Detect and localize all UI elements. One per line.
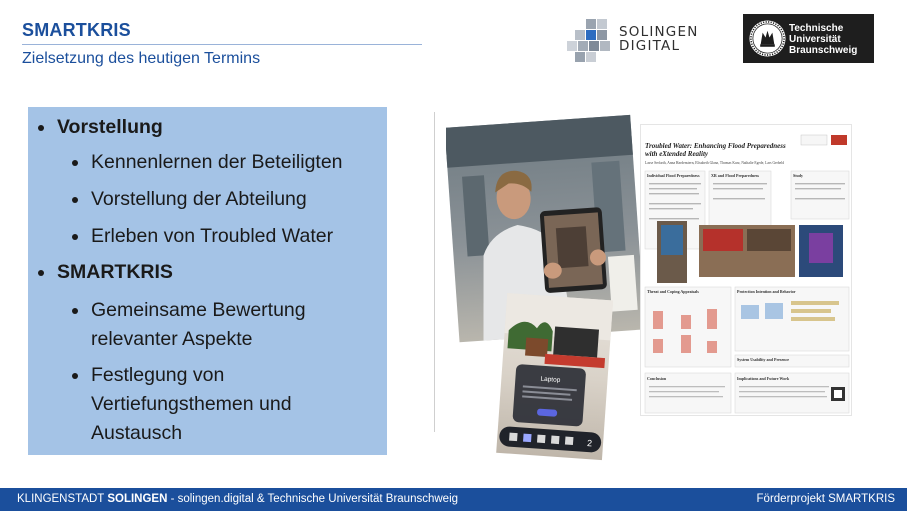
- footer-right-text: Förderprojekt SMARTKRIS: [756, 493, 895, 505]
- poster-section-heading: XR and Flood Preparedness: [711, 173, 759, 178]
- tu-braunschweig-logo: [743, 14, 874, 63]
- tablet-user-photo: [446, 111, 646, 463]
- bullet-icon: [72, 373, 78, 379]
- footer-left-text: KLINGENSTADT SOLINGEN - solingen.digital & Technische Universität Braunschweig: [17, 493, 459, 505]
- solingen-digital-wordmark: SOLINGEN DIGITAL: [619, 24, 699, 54]
- poster-title: Troubled Water: Enhancing Flood Preparedness: [645, 142, 786, 150]
- bullet-icon: [38, 270, 44, 276]
- solingen-digital-grid-icon: [567, 17, 615, 65]
- bullet-icon: [38, 125, 44, 131]
- slide-title: SMARTKRIS: [22, 20, 131, 40]
- poster-section-heading: Threat and Coping Appraisals: [647, 289, 699, 294]
- bullet-icon: [72, 234, 78, 240]
- poster-title-line2: with eXtended Reality: [645, 150, 708, 158]
- poster-section-heading: System Usability and Presence: [737, 357, 790, 362]
- title-divider: [22, 44, 422, 45]
- poster-section-heading: Individual Flood Preparedness: [647, 173, 700, 178]
- solingen-digital-logo: [567, 17, 727, 65]
- slide-subtitle: Zielsetzung des heutigen Termins: [22, 50, 261, 67]
- ar-panel-label: Laptop: [540, 375, 561, 385]
- agenda-box: Vorstellung Kennenlernen der Beteiligten Vorstellung der Abteilung Erleben von Troubled Water SMARTKRIS Gemeinsame Bewertung relevanter Aspekte Festlegung von Vertiefungsthemen und Austausch: [28, 107, 387, 455]
- poster-section-heading: Study: [793, 173, 804, 178]
- tu-braunschweig-wordmark: Technische Universität Braunschweig: [789, 23, 858, 56]
- footer-bar: [0, 488, 907, 511]
- poster-authors: Lasse Serfarth, Anna Hardenstern, Elisabeth Glanz, Thomas Kurz, Nathalie Egede, Lars Gerbeld: [645, 161, 785, 165]
- ar-counter: 2: [586, 438, 593, 449]
- poster-section-heading: Protection Intention and Behavior: [737, 289, 796, 294]
- column-divider: [434, 112, 435, 432]
- poster-section-heading: Implications and Future Work: [737, 376, 790, 381]
- bullet-icon: [72, 308, 78, 314]
- university-seal-icon: [748, 19, 787, 58]
- research-poster: [640, 124, 852, 416]
- bullet-icon: [72, 197, 78, 203]
- poster-section-heading: Conclusion: [647, 376, 667, 381]
- bullet-icon: [72, 160, 78, 166]
